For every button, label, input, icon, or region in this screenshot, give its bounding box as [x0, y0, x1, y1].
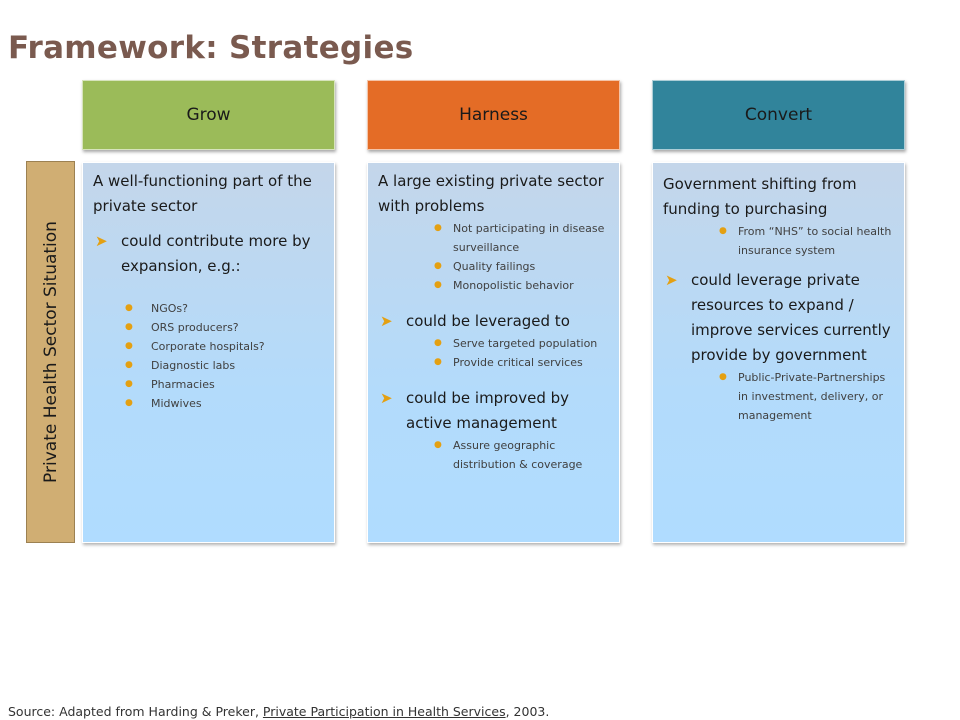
arrow-bullet-icon: ➤ [380, 389, 393, 407]
header-convert-label: Convert [744, 105, 813, 125]
harness-content-box [367, 162, 620, 543]
list-item: ● ORS producers? [151, 318, 326, 337]
harness-lead: A large existing private sector with problems [378, 172, 604, 215]
dot-bullet-icon: ● [125, 360, 133, 370]
grow-content-box [82, 162, 335, 543]
dot-bullet-icon: ● [125, 398, 133, 408]
grow-arrow-text: could contribute more by expansion, e.g.: [121, 232, 311, 275]
dot-bullet-icon: ● [125, 379, 133, 389]
harness-arrow-text-2: could be improved by active management [406, 389, 570, 432]
harness-arrow-item-2 [378, 386, 611, 436]
side-label-box [26, 161, 75, 543]
harness-lead-bullets [378, 219, 611, 295]
dot-bullet-icon: ● [719, 226, 727, 236]
harness-arrow-item-1 [378, 309, 611, 334]
source-suffix: , 2003. [505, 704, 550, 719]
harness-arrow-text-1: could be leveraged to [406, 312, 570, 330]
convert-arrow-item [663, 268, 896, 368]
dot-bullet-icon: ● [125, 322, 133, 332]
list-item: ● Monopolistic behavior [453, 276, 611, 295]
grow-bullet-list [93, 299, 326, 413]
harness-bullets-1 [378, 334, 611, 372]
dot-bullet-icon: ● [434, 440, 442, 450]
harness-bullets-2 [378, 436, 611, 474]
convert-lead: Government shifting from funding to purchasing [663, 175, 857, 218]
dot-bullet-icon: ● [434, 338, 442, 348]
side-label: Private Health Sector Situation [40, 221, 61, 483]
convert-content-box [652, 162, 905, 543]
convert-lead-bullets [663, 222, 896, 260]
grow-arrow-item [93, 229, 326, 279]
list-item: ● Corporate hospitals? [151, 337, 326, 356]
dot-bullet-icon: ● [125, 303, 133, 313]
source-citation [8, 704, 549, 719]
list-item: ● From “NHS” to social health insurance system [738, 222, 896, 260]
list-item: ● Not participating in disease surveillance [453, 219, 611, 257]
list-item: ● Assure geographic distribution & coverage [453, 436, 611, 474]
source-title-link: Private Participation in Health Services [262, 704, 506, 719]
header-harness [367, 80, 620, 150]
list-item: ● Quality failings [453, 257, 611, 276]
convert-bullets [663, 368, 896, 425]
source-prefix: Source: Adapted from Harding & Preker, [8, 704, 263, 719]
convert-arrow-text: could leverage private resources to expand / improve services currently provide by government [691, 271, 891, 364]
header-convert [652, 80, 905, 150]
list-item: ● Public-Private-Partnerships in investment, delivery, or management [738, 368, 896, 425]
list-item: ● Midwives [151, 394, 326, 413]
dot-bullet-icon: ● [719, 372, 727, 382]
grow-lead: A well-functioning part of the private sector [93, 172, 312, 215]
dot-bullet-icon: ● [434, 261, 442, 271]
arrow-bullet-icon: ➤ [380, 312, 393, 330]
page-title: Framework: Strategies [8, 30, 414, 66]
list-item: ● Provide critical services [453, 353, 611, 372]
dot-bullet-icon: ● [434, 357, 442, 367]
list-item: ● Serve targeted population [453, 334, 611, 353]
list-item: ● Pharmacies [151, 375, 326, 394]
header-harness-label: Harness [459, 105, 528, 125]
arrow-bullet-icon: ➤ [665, 271, 678, 289]
dot-bullet-icon: ● [125, 341, 133, 351]
header-grow [82, 80, 335, 150]
arrow-bullet-icon: ➤ [95, 232, 108, 250]
list-item: ● NGOs? [151, 299, 326, 318]
list-item: ● Diagnostic labs [151, 356, 326, 375]
dot-bullet-icon: ● [434, 280, 442, 290]
dot-bullet-icon: ● [434, 223, 442, 233]
header-grow-label: Grow [186, 105, 231, 125]
